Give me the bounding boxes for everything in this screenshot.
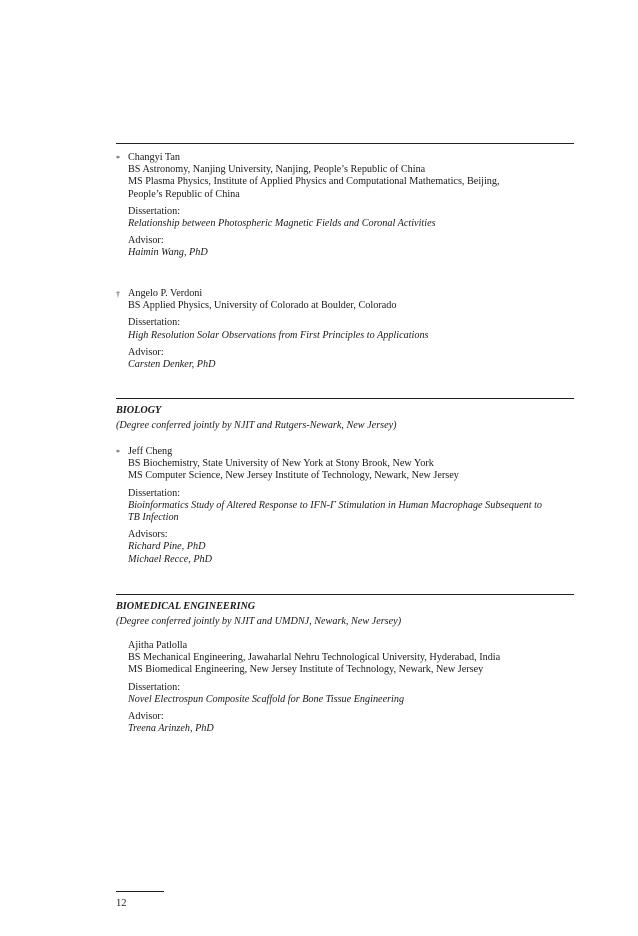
advisor-label: Advisors: <box>128 529 168 541</box>
section-divider-biology <box>116 398 574 399</box>
section-title: BIOLOGY <box>116 405 162 416</box>
advisor-name: Michael Recce, PhD <box>128 553 213 565</box>
degree-line: BS Mechanical Engineering, Jawaharlal Nehru Technological University, Hyderabad, India <box>128 652 501 664</box>
section-divider-top <box>116 143 574 144</box>
degree-line: BS Biochemistry, State University of New York at Stony Brook, New York <box>128 458 434 470</box>
advisor-name: Treena Arinzeh, PhD <box>128 723 214 735</box>
advisor-name: Richard Pine, PhD <box>128 541 206 553</box>
graduate-entry-tan <box>116 152 586 260</box>
footnote-marker: * <box>116 448 120 457</box>
section-subtitle: (Degree conferred jointly by NJIT and UMDNJ, Newark, New Jersey) <box>116 615 402 627</box>
section-divider-biomedical <box>116 594 574 595</box>
graduate-entry-cheng <box>116 446 586 566</box>
graduate-name: Ajitha Patlolla <box>128 640 188 651</box>
dissertation-title: High Resolution Solar Observations from First Principles to Applications <box>128 329 429 341</box>
degree-line: MS Computer Science, New Jersey Institute of Technology, Newark, New Jersey <box>128 470 459 482</box>
graduate-name: Changyi Tan <box>128 152 181 163</box>
advisor-name: Haimin Wang, PhD <box>128 247 208 259</box>
advisor-label: Advisor: <box>128 711 164 723</box>
dissertation-label: Dissertation: <box>128 317 181 329</box>
section-subtitle: (Degree conferred jointly by NJIT and Rutgers-Newark, New Jersey) <box>116 419 397 431</box>
footnote-marker: * <box>116 154 120 163</box>
dissertation-label: Dissertation: <box>128 205 181 217</box>
dissertation-title: Novel Electrospun Composite Scaffold for Bone Tissue Engineering <box>128 693 405 705</box>
degree-line: MS Plasma Physics, Institute of Applied Physics and Computational Mathematics, Beijing, <box>128 176 500 188</box>
degree-line: People’s Republic of China <box>128 188 240 200</box>
section-header-biology <box>116 405 586 432</box>
graduate-name: Angelo P. Verdoni <box>128 288 203 299</box>
graduate-name: Jeff Cheng <box>128 446 173 457</box>
dissertation-title: Bioinformatics Study of Altered Response to IFN-Γ Stimulation in Human Macrophage Subsequent to <box>128 499 543 511</box>
footer-rule <box>116 891 164 892</box>
degree-line: MS Biomedical Engineering, New Jersey Institute of Technology, Newark, New Jersey <box>128 664 484 676</box>
advisor-label: Advisor: <box>128 346 164 358</box>
section-header-biomedical <box>116 601 586 628</box>
dissertation-title: Relationship between Photospheric Magnetic Fields and Coronal Activities <box>128 218 436 230</box>
section-title: BIOMEDICAL ENGINEERING <box>116 601 256 612</box>
page-number: 12 <box>116 898 127 909</box>
graduate-entry-patlolla <box>116 640 586 735</box>
dissertation-label: Dissertation: <box>128 487 181 499</box>
advisor-name: Carsten Denker, PhD <box>128 359 216 371</box>
dissertation-title-cont: TB Infection <box>128 512 179 524</box>
graduate-entry-verdoni <box>116 288 586 371</box>
degree-line: BS Astronomy, Nanjing University, Nanjing, People’s Republic of China <box>128 164 426 176</box>
dissertation-label: Dissertation: <box>128 681 181 693</box>
advisor-label: Advisor: <box>128 235 164 247</box>
footnote-marker: † <box>116 290 120 299</box>
degree-line: BS Applied Physics, University of Colorado at Boulder, Colorado <box>128 300 397 312</box>
